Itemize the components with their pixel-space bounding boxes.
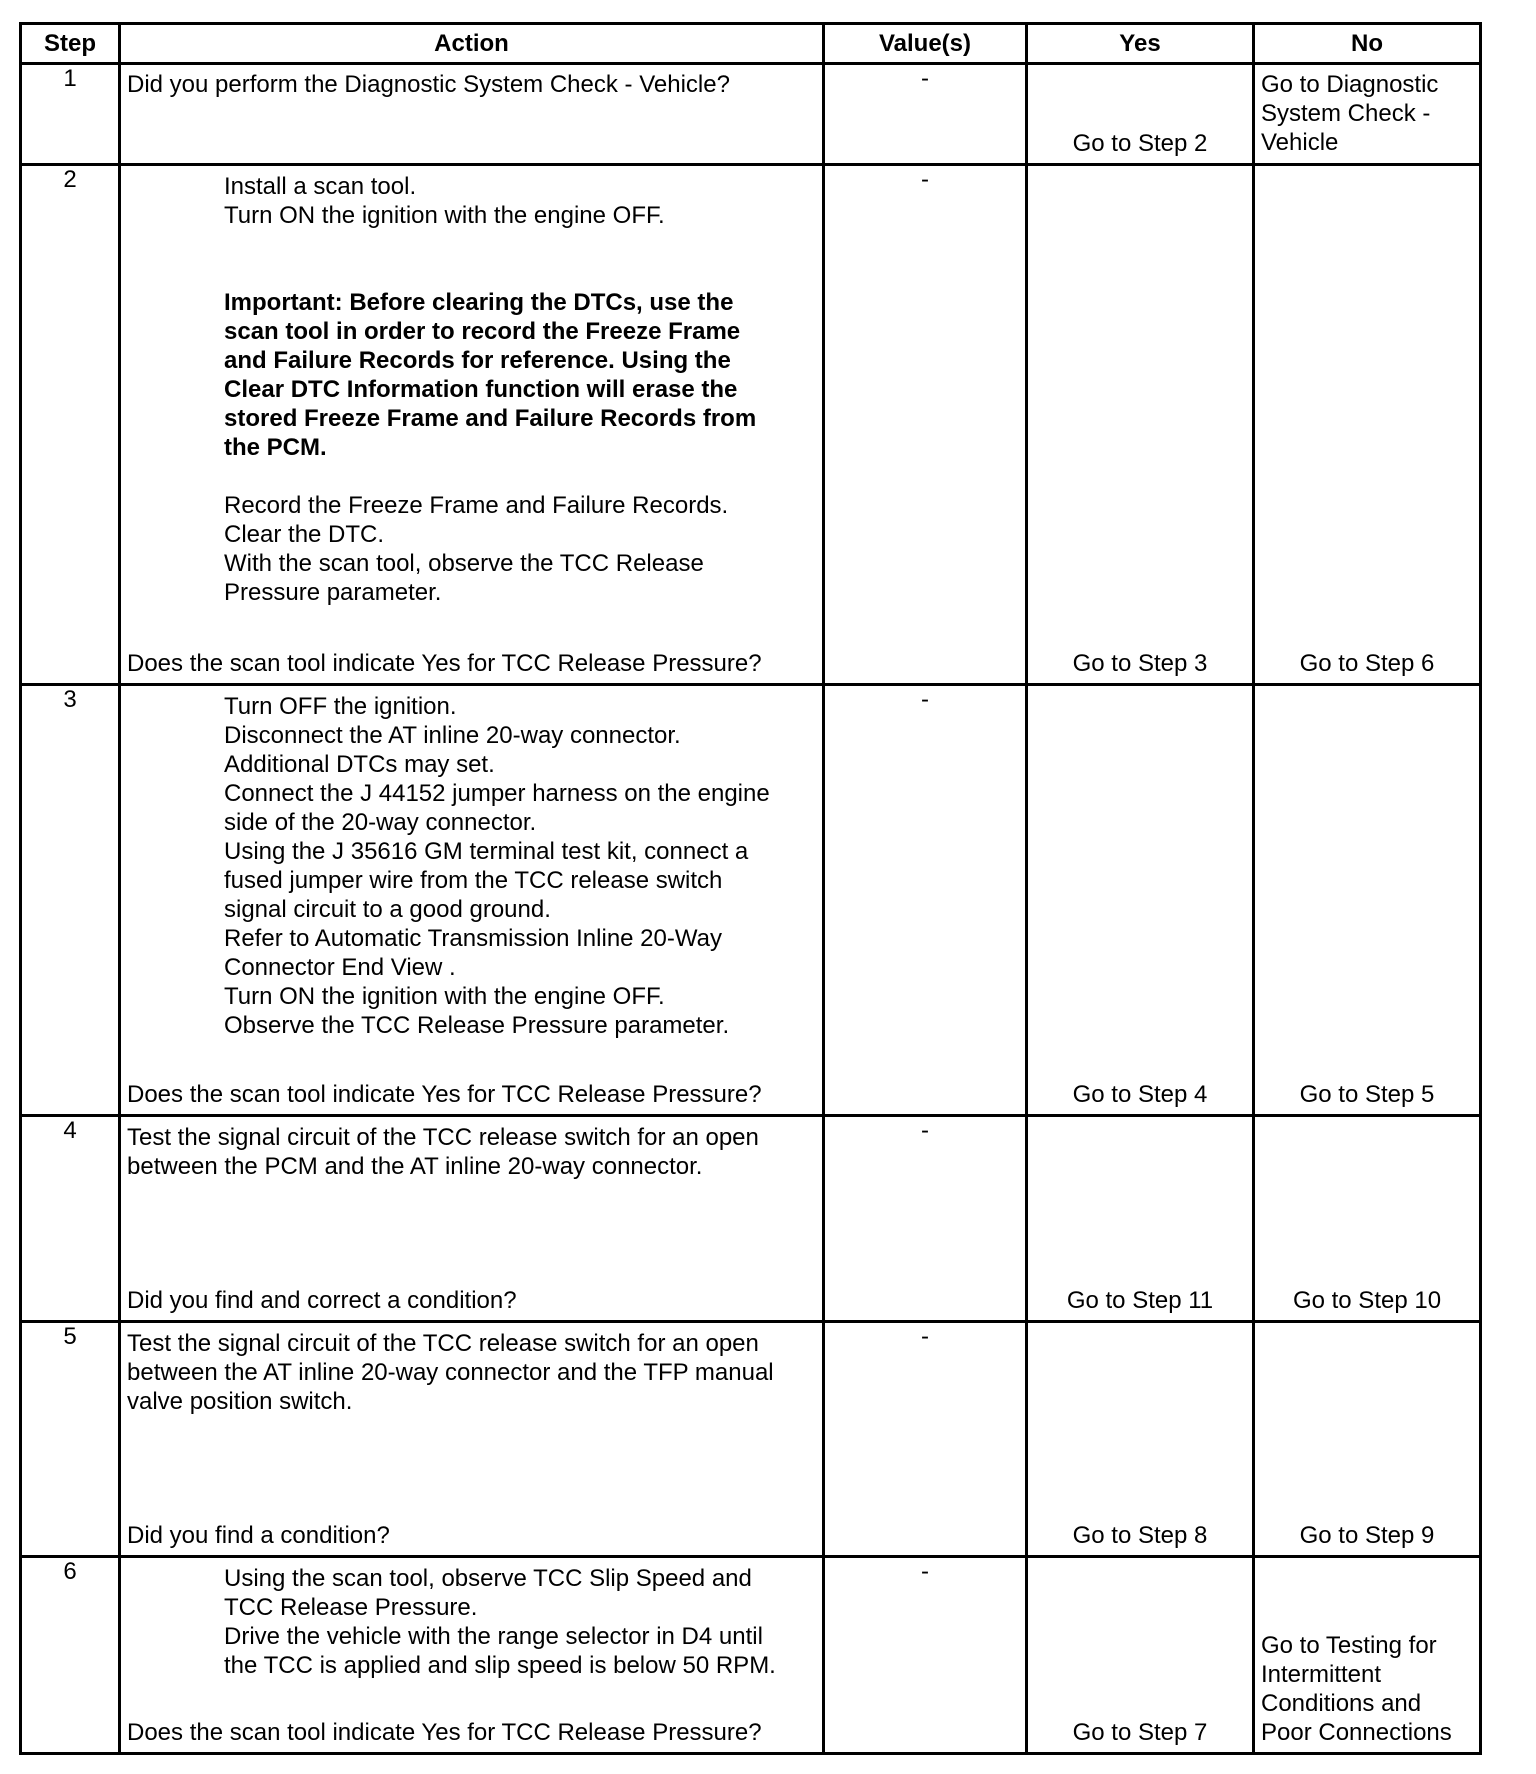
action-cell: [120, 685, 824, 1116]
header-no: No: [1254, 24, 1481, 64]
action-text: Did you perform the Diagnostic System Check - Vehicle?: [127, 71, 730, 98]
action-cell: [120, 1116, 824, 1322]
action-question: Does the scan tool indicate Yes for TCC Release Pressure?: [127, 1081, 762, 1108]
no-cell: [1254, 1557, 1481, 1754]
action-line: Test the signal circuit of the TCC release switch for an open: [127, 1124, 759, 1151]
header-action: Action: [120, 24, 824, 64]
important-line: scan tool in order to record the Freeze Frame: [224, 318, 741, 345]
important-line: stored Freeze Frame and Failure Records from: [224, 405, 757, 432]
instruction-line: Refer to Automatic Transmission Inline 20-Way: [224, 925, 722, 952]
no-link[interactable]: Go to Step 9: [1299, 1522, 1435, 1549]
instruction-line: Using the scan tool, observe TCC Slip Speed and: [224, 1565, 752, 1592]
yes-link[interactable]: Go to Step 4: [1072, 1081, 1208, 1108]
instruction-line: signal circuit to a good ground.: [224, 896, 551, 923]
action-line: valve position switch.: [127, 1388, 353, 1415]
action-question: Does the scan tool indicate Yes for TCC Release Pressure?: [127, 650, 762, 677]
action-question: Did you find a condition?: [127, 1522, 390, 1549]
important-line: the PCM.: [224, 434, 327, 461]
no-line: Vehicle: [1261, 129, 1339, 156]
no-line: Conditions and: [1261, 1690, 1422, 1717]
action-cell: [120, 165, 824, 685]
table-row: [21, 1322, 1481, 1557]
no-cell: [1254, 64, 1481, 165]
action-question: Does the scan tool indicate Yes for TCC Release Pressure?: [127, 1719, 762, 1746]
yes-cell: [1027, 1116, 1254, 1322]
header-row: [21, 24, 1481, 64]
yes-cell: [1027, 685, 1254, 1116]
important-line: and Failure Records for reference. Using the: [224, 347, 731, 374]
table-row: [21, 1557, 1481, 1754]
yes-cell: [1027, 64, 1254, 165]
instruction-line: TCC Release Pressure.: [224, 1594, 478, 1621]
yes-link[interactable]: Go to Step 3: [1072, 650, 1208, 677]
table-row: [21, 165, 1481, 685]
instruction-line: With the scan tool, observe the TCC Release: [224, 550, 704, 577]
instruction-line: Observe the TCC Release Pressure parameter.: [224, 1012, 730, 1039]
step-number: 2: [21, 165, 120, 685]
diagnostic-table: [19, 22, 1482, 1755]
step-number: 4: [21, 1116, 120, 1322]
yes-link[interactable]: Go to Step 11: [1066, 1287, 1214, 1314]
header-step: Step: [21, 24, 120, 64]
no-line: System Check -: [1261, 100, 1431, 127]
header-values: Value(s): [824, 24, 1027, 64]
value-cell: -: [824, 165, 1027, 685]
instruction-line: side of the 20-way connector.: [224, 809, 537, 836]
instruction-line: Using the J 35616 GM terminal test kit, connect a: [224, 838, 749, 865]
value-cell: -: [824, 64, 1027, 165]
no-line: Go to Diagnostic: [1261, 71, 1439, 98]
table-row: [21, 685, 1481, 1116]
no-link[interactable]: Go to Step 6: [1299, 650, 1435, 677]
value-cell: -: [824, 1322, 1027, 1557]
yes-link[interactable]: Go to Step 7: [1072, 1719, 1208, 1746]
instruction-line: Connector End View .: [224, 954, 456, 981]
important-note: [224, 288, 812, 462]
no-cell: [1254, 165, 1481, 685]
instruction-line: Additional DTCs may set.: [224, 751, 495, 778]
no-line: Intermittent: [1261, 1661, 1382, 1688]
step-number: 5: [21, 1322, 120, 1557]
step-number: 3: [21, 685, 120, 1116]
yes-cell: [1027, 1557, 1254, 1754]
instruction-line: Drive the vehicle with the range selector in D4 until: [224, 1623, 763, 1650]
yes-cell: [1027, 165, 1254, 685]
value-cell: -: [824, 1116, 1027, 1322]
yes-link[interactable]: Go to Step 2: [1072, 130, 1208, 157]
important-line: Important: Before clearing the DTCs, use the: [224, 289, 734, 316]
value-cell: -: [824, 1557, 1027, 1754]
instruction-line: Pressure parameter.: [224, 579, 442, 606]
action-line: Test the signal circuit of the TCC release switch for an open: [127, 1330, 759, 1357]
no-line: Poor Connections: [1261, 1719, 1452, 1746]
instruction-line: Turn OFF the ignition.: [224, 693, 457, 720]
action-line: between the PCM and the AT inline 20-way connector.: [127, 1153, 703, 1180]
instruction-line: Connect the J 44152 jumper harness on the engine: [224, 780, 770, 807]
value-cell: -: [824, 685, 1027, 1116]
no-link[interactable]: Go to Step 10: [1292, 1287, 1442, 1314]
no-line: Go to Testing for: [1261, 1632, 1437, 1659]
step-number: 1: [21, 64, 120, 165]
action-cell: [120, 1322, 824, 1557]
yes-link[interactable]: Go to Step 8: [1072, 1522, 1208, 1549]
yes-cell: [1027, 1322, 1254, 1557]
no-link[interactable]: Go to Step 5: [1299, 1081, 1435, 1108]
no-link[interactable]: [1261, 70, 1475, 157]
action-cell: [120, 1557, 824, 1754]
instruction-line: Disconnect the AT inline 20-way connector.: [224, 722, 681, 749]
table-row: [21, 64, 1481, 165]
header-yes: Yes: [1027, 24, 1254, 64]
instruction-line: fused jumper wire from the TCC release switch: [224, 867, 723, 894]
important-line: Clear DTC Information function will erase the: [224, 376, 738, 403]
instruction-line: Install a scan tool.: [224, 173, 417, 200]
action-question: Did you find and correct a condition?: [127, 1287, 517, 1314]
instruction-line: Turn ON the ignition with the engine OFF.: [224, 202, 665, 229]
no-cell: [1254, 1322, 1481, 1557]
instruction-line: Record the Freeze Frame and Failure Records.: [224, 492, 729, 519]
no-cell: [1254, 685, 1481, 1116]
action-line: between the AT inline 20-way connector and the TFP manual: [127, 1359, 774, 1386]
instruction-line: the TCC is applied and slip speed is below 50 RPM.: [224, 1652, 776, 1679]
step-number: 6: [21, 1557, 120, 1754]
instruction-line: Turn ON the ignition with the engine OFF.: [224, 983, 665, 1010]
no-link[interactable]: [1261, 1631, 1475, 1747]
no-cell: [1254, 1116, 1481, 1322]
table-row: [21, 1116, 1481, 1322]
action-cell: [120, 64, 824, 165]
instruction-line: Clear the DTC.: [224, 521, 385, 548]
